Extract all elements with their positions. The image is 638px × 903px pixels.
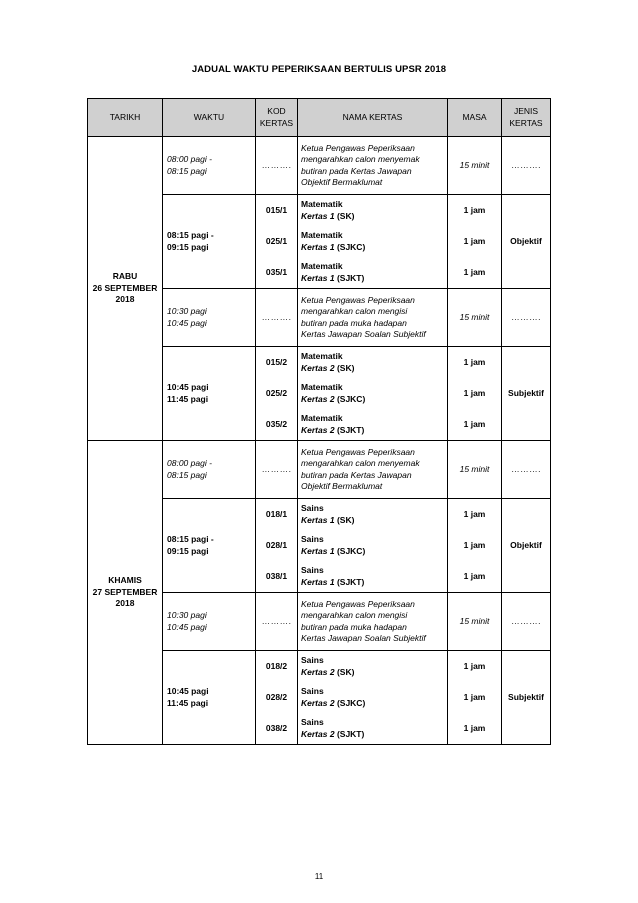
time-cell: 08:00 pagi - 08:15 pagi — [163, 137, 256, 195]
nama-cell: Sains Kertas 2 (SK) Sains Kertas 2 (SJKC) Sains Kertas 2 (SJKT) — [298, 651, 448, 745]
jenis-cell: Subjektif — [502, 651, 551, 745]
jenis-cell: ………. — [502, 289, 551, 347]
time-cell: 10:30 pagi 10:45 pagi — [163, 593, 256, 651]
masa-cell: 15 minit — [448, 593, 502, 651]
kod-cell: ………. — [256, 137, 298, 195]
header-masa: MASA — [448, 99, 502, 137]
page-number: 11 — [314, 872, 324, 881]
date-cell: RABU 26 SEPTEMBER 2018 — [88, 137, 163, 441]
time-cell: 10:45 pagi 11:45 pagi — [163, 347, 256, 441]
time-cell: 08:15 pagi - 09:15 pagi — [163, 195, 256, 289]
table-row — [88, 441, 551, 499]
masa-cell: 1 jam 1 jam 1 jam — [448, 651, 502, 745]
jenis-cell: ………. — [502, 593, 551, 651]
time-cell: 10:30 pagi 10:45 pagi — [163, 289, 256, 347]
jenis-cell: Objektif — [502, 499, 551, 593]
nama-cell: Matematik Kertas 1 (SK) Matematik Kertas 1 (SJKC) Matematik Kertas 1 (SJKT) — [298, 195, 448, 289]
kod-cell: 018/1 028/1 038/1 — [256, 499, 298, 593]
header-row — [88, 99, 551, 137]
masa-cell: 15 minit — [448, 441, 502, 499]
page-title: JADUAL WAKTU PEPERIKSAAN BERTULIS UPSR 2018 — [191, 64, 447, 75]
kod-cell: ………. — [256, 593, 298, 651]
jenis-cell: ………. — [502, 441, 551, 499]
header-nama-kertas: NAMA KERTAS — [298, 99, 448, 137]
jenis-cell: Subjektif — [502, 347, 551, 441]
header-kod-kertas: KOD KERTAS — [256, 99, 298, 137]
masa-cell: 1 jam 1 jam 1 jam — [448, 195, 502, 289]
nama-cell: Ketua Pengawas Peperiksaan mengarahkan calon menyemak butiran pada Kertas Jawapan Objektif Bermaklumat — [298, 441, 448, 499]
header-jenis-kertas: JENIS KERTAS — [502, 99, 551, 137]
jenis-cell: Objektif — [502, 195, 551, 289]
masa-cell: 1 jam 1 jam 1 jam — [448, 499, 502, 593]
kod-cell: 018/2 028/2 038/2 — [256, 651, 298, 745]
exam-timetable — [87, 98, 551, 745]
nama-cell: Ketua Pengawas Peperiksaan mengarahkan calon mengisi butiran pada muka hadapan Kertas Jawapan Soalan Subjektif — [298, 289, 448, 347]
kod-cell: ………. — [256, 289, 298, 347]
kod-cell: 015/2 025/2 035/2 — [256, 347, 298, 441]
nama-cell: Ketua Pengawas Peperiksaan mengarahkan calon mengisi butiran pada muka hadapan Kertas Jawapan Soalan Subjektif — [298, 593, 448, 651]
kod-cell: 015/1 025/1 035/1 — [256, 195, 298, 289]
table-row — [88, 137, 551, 195]
masa-cell: 15 minit — [448, 289, 502, 347]
masa-cell: 15 minit — [448, 137, 502, 195]
time-cell: 08:15 pagi - 09:15 pagi — [163, 499, 256, 593]
kod-cell: ………. — [256, 441, 298, 499]
time-cell: 10:45 pagi 11:45 pagi — [163, 651, 256, 745]
time-cell: 08:00 pagi - 08:15 pagi — [163, 441, 256, 499]
header-tarikh: TARIKH — [88, 99, 163, 137]
nama-cell: Sains Kertas 1 (SK) Sains Kertas 1 (SJKC) Sains Kertas 1 (SJKT) — [298, 499, 448, 593]
header-waktu: WAKTU — [163, 99, 256, 137]
nama-cell: Ketua Pengawas Peperiksaan mengarahkan calon menyemak butiran pada Kertas Jawapan Objektif Bermaklumat — [298, 137, 448, 195]
masa-cell: 1 jam 1 jam 1 jam — [448, 347, 502, 441]
jenis-cell: ………. — [502, 137, 551, 195]
nama-cell: Matematik Kertas 2 (SK) Matematik Kertas 2 (SJKC) Matematik Kertas 2 (SJKT) — [298, 347, 448, 441]
date-cell: KHAMIS 27 SEPTEMBER 2018 — [88, 441, 163, 745]
